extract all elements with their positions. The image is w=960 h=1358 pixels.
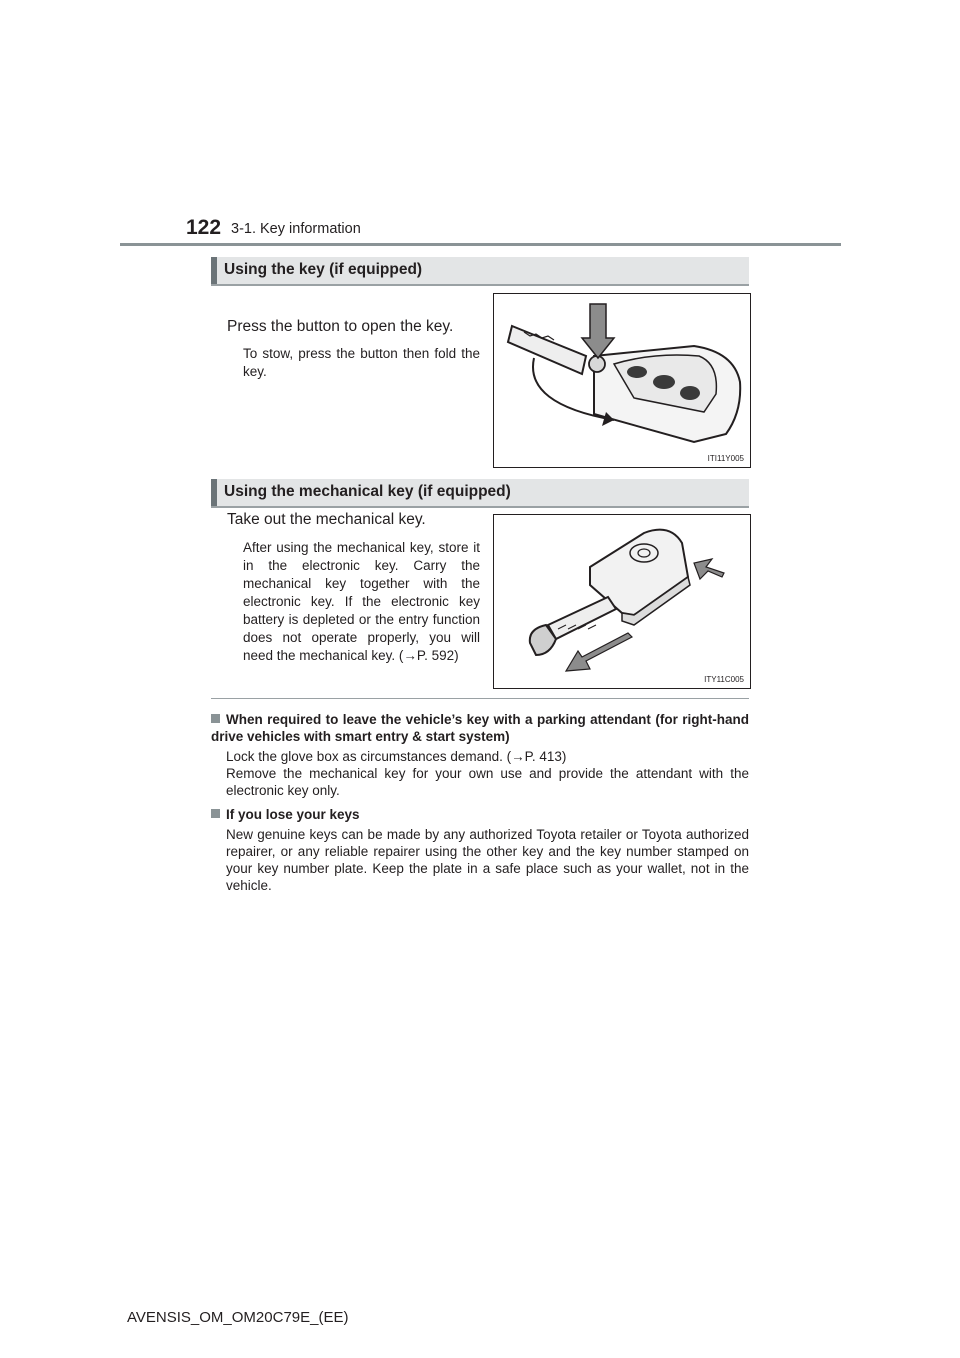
chapter-title: 3-1. Key information xyxy=(231,221,361,237)
mechanical-key-illustration xyxy=(494,515,750,688)
instruction-store-key: After using the mechanical key, store it in the electronic key. Carry the mechanical key together with the electronic key. If the electronic key battery is depleted or the entry function does not operate properly, you will need the mechanical key. (→P. 592) xyxy=(243,540,480,663)
instruction-stow-key: To stow, press the button then fold the key. xyxy=(243,346,480,379)
note-heading: If you lose your keys xyxy=(226,807,360,822)
fold-key-illustration xyxy=(494,294,750,467)
figure-code: ITY11C005 xyxy=(704,675,744,684)
figure-mechanical-key xyxy=(493,514,751,689)
section-heading-bar xyxy=(211,479,217,506)
note-line: New genuine keys can be made by any authorized Toyota retailer or Toyota authorized repairer, or any reliable repairer using the other key and the key number stamped on your key number plate. Keep the plate in a safe place such as your wallet, not in the vehicle. xyxy=(226,827,749,893)
note-line: Remove the mechanical key for your own use and provide the attendant with the electronic key only. xyxy=(226,766,749,798)
note-parking-attendant xyxy=(211,711,749,799)
document-id: AVENSIS_OM_OM20C79E_(EE) xyxy=(127,1309,349,1326)
square-bullet-icon xyxy=(211,714,220,723)
section-title: Using the key (if equipped) xyxy=(224,261,423,278)
figure-fold-key xyxy=(493,293,751,468)
section-heading-key xyxy=(211,257,749,286)
figure-code: ITI11Y005 xyxy=(707,454,744,463)
page-number: 122 xyxy=(186,216,222,239)
section-heading-mechanical-key xyxy=(211,479,749,508)
square-bullet-icon xyxy=(211,809,220,818)
notes-divider xyxy=(211,698,749,699)
header-divider xyxy=(120,243,841,246)
note-heading: When required to leave the vehicle’s key with a parking attendant (for right-hand drive vehicles with smart entry & start system) xyxy=(211,712,749,744)
section-heading-bar xyxy=(211,257,217,284)
note-line: Lock the glove box as circumstances demand. (→P. 413) xyxy=(226,749,567,764)
instruction-open-key: Press the button to open the key. xyxy=(227,318,454,335)
section-title: Using the mechanical key (if equipped) xyxy=(224,483,511,500)
instruction-take-out-key: Take out the mechanical key. xyxy=(227,511,426,528)
note-lose-keys xyxy=(211,806,749,894)
